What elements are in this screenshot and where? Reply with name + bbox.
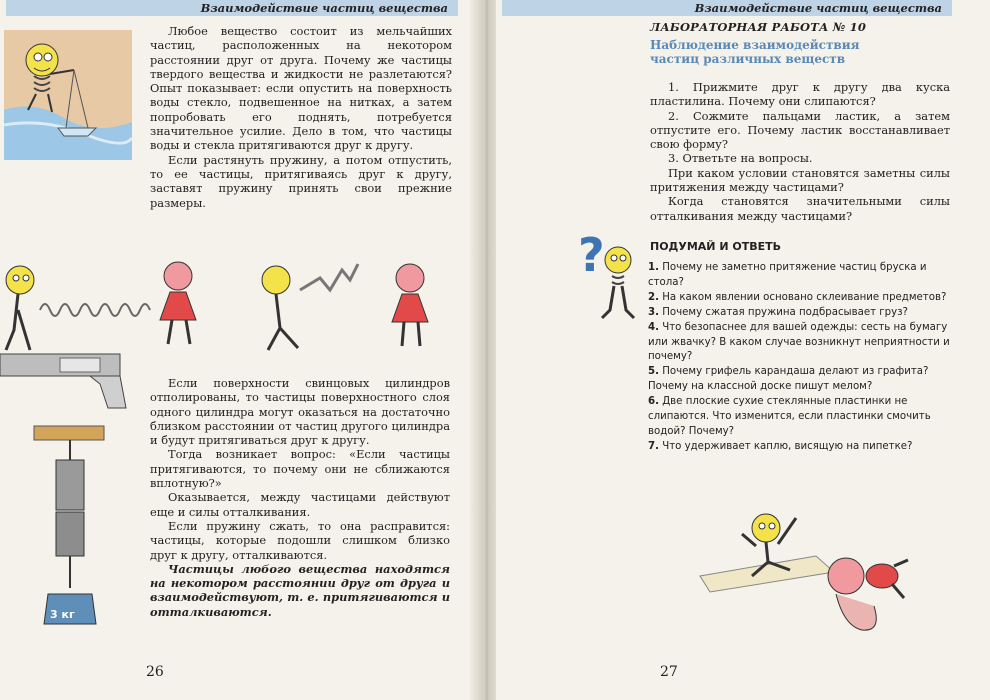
list-item <box>648 440 958 455</box>
paragraph: 2. Сожмите пальцами ластик, а затем отпустите его. Почему ластик восстанавливает свою форму? <box>650 108 950 152</box>
question-text: Почему сжатая пружина подбрасывает груз? <box>662 306 908 318</box>
intro-text <box>150 24 452 210</box>
list-item <box>648 321 958 366</box>
paragraph: 3. Ответьте на вопросы. <box>668 151 813 166</box>
question-number: 1. <box>648 262 659 273</box>
list-item <box>648 261 958 291</box>
question-number: 6. <box>648 396 659 408</box>
question-text: На каком явлении основано склеивание предметов? <box>662 291 947 303</box>
question-text: Две плоские сухие стеклянные пластинки не слипаются. Что изменится, если пластинки смочить водой? Почему? <box>648 396 931 437</box>
running-header-right: Взаимодействие частиц вещества <box>502 0 952 16</box>
illustration-press-device <box>0 348 134 414</box>
paragraph: Когда становятся значительными силы отталкивания между частицами? <box>650 194 950 223</box>
questions-list <box>648 261 958 455</box>
list-item <box>648 395 958 440</box>
illustration-characters-on-mat <box>686 506 956 652</box>
paragraph: Любое вещество состоит из мельчайших частиц, расположенных на некотором расстоянии друг от друга. Почему же частицы твердого вещества и жидкости не разлетаются? Опыт показывает: если опустить на поверхность воды стекло, подвешенное на нитках, а затем попробовать его поднять, потребуется значительное усилие. Дело в том, что частицы воды и стекла притягиваются друг к другу. <box>150 24 452 153</box>
right-page <box>496 0 990 700</box>
list-item <box>648 365 958 395</box>
question-text: Почему не заметно притяжение частиц бруска и стола? <box>648 262 927 288</box>
question-number: 3. <box>648 306 659 318</box>
left-page <box>0 0 478 700</box>
illustration-thinking-character <box>594 244 644 324</box>
question-text: Почему грифель карандаша делают из графита? Почему на классной доске пишут мелом? <box>648 366 929 393</box>
lab-title: ЛАБОРАТОРНАЯ РАБОТА № 10 <box>650 20 867 34</box>
question-number: 7. <box>648 440 659 452</box>
illustration-spring-stretch <box>0 250 470 360</box>
weight-label: 3 кг <box>50 608 75 621</box>
question-number: 2. <box>648 291 659 303</box>
paragraph: Тогда возникает вопрос: «Если частицы притягиваются, то почему они не сближаются вплотную?» <box>150 447 450 491</box>
paragraph: Оказывается, между частицами действуют еще и силы отталкивания. <box>150 490 450 519</box>
paragraph: 1. Прижмите друг к другу два куска пластилина. Почему они слипаются? <box>650 80 950 109</box>
page-number-left: 26 <box>146 664 164 680</box>
question-text: Что безопаснее для вашей одежды: сесть на бумагу или жвачку? В каком случае возникнут неприятности и почему? <box>648 321 950 363</box>
list-item <box>648 306 958 321</box>
paragraph: Если пружину сжать, то она расправится: частицы, которые подошли слишком близко друг к другу, отталкиваются. <box>150 518 450 562</box>
paragraph: Если поверхности свинцовых цилиндров отполированы, то частицы поверхностного слоя одного цилиндра могут оказаться на достаточно близком расстоянии от частиц другого цилиндра и будут притягиваться друг к другу. <box>150 376 450 448</box>
page-number-right: 27 <box>660 664 678 680</box>
paragraph: При каком условии становятся заметны силы притяжения между частицами? <box>650 165 950 195</box>
paragraph: Если растянуть пружину, а потом отпустить, то ее частицы, притягиваясь друг к другу, заставят пружину принять свои прежние размеры. <box>150 152 452 210</box>
list-item <box>648 291 958 306</box>
illustration-glass-water <box>4 30 132 160</box>
lab-instructions <box>650 80 950 223</box>
conclusion: Частицы любого вещества находятся на некотором расстоянии друг от друга и взаимодействуют, т. е. притягиваются и отталкиваются. <box>150 561 450 619</box>
lab-subtitle: Наблюдение взаимодействия частиц различных веществ <box>650 38 860 66</box>
question-number: 4. <box>648 321 659 333</box>
question-mark-icon: ? <box>578 228 605 282</box>
think-and-answer-title: ПОДУМАЙ И ОТВЕТЬ <box>650 240 782 253</box>
cylinders-text <box>150 376 450 619</box>
running-header-left: Взаимодействие частиц вещества <box>6 0 458 16</box>
question-number: 5. <box>648 366 659 378</box>
question-text: Что удерживает каплю, висящую на пипетке? <box>662 440 913 452</box>
